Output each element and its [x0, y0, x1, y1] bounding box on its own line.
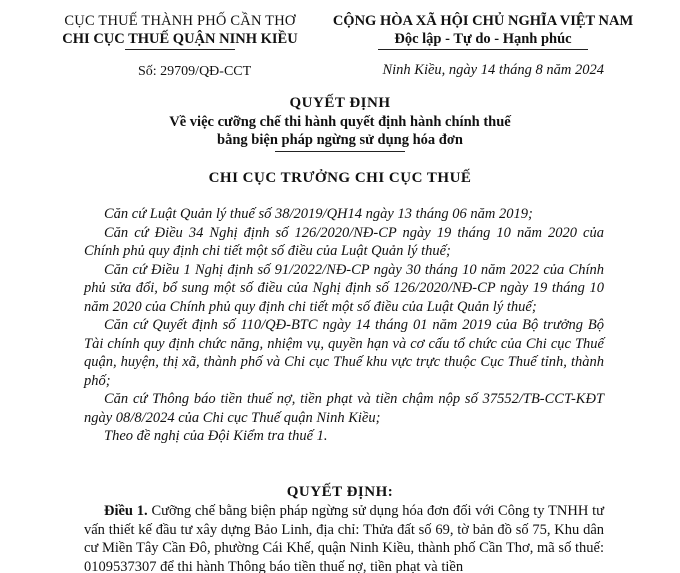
title-block — [0, 94, 680, 152]
national-title: CỘNG HÒA XÃ HỘI CHỦ NGHĨA VIỆT NAM — [332, 13, 634, 29]
article-1 — [84, 502, 604, 573]
document-number: Số: 29709/QĐ-CCT — [138, 64, 252, 79]
parent-agency: CỤC THUẾ THÀNH PHỐ CẦN THƠ — [64, 13, 296, 29]
legal-basis: Căn cứ Điều 34 Nghị định số 126/2020/NĐ-CP ngày 19 tháng 10 năm 2020 của Chính phủ quy định chi tiết một số điều của Luật Quản lý thuế; — [84, 224, 604, 259]
subject-line-2: bằng biện pháp ngừng sử dụng hóa đơn — [217, 132, 463, 148]
decision-heading: QUYẾT ĐỊNH: — [286, 484, 394, 500]
legal-bases — [84, 205, 604, 446]
legal-basis: Căn cứ Thông báo tiền thuế nợ, tiền phạt và tiền chậm nộp số 37552/TB-CCT-KĐT ngày 08/8/2024 của Chi cục Thuế quận Ninh Kiều; — [84, 391, 604, 426]
article-1-paragraph — [84, 502, 604, 573]
legal-basis: Căn cứ Điều 1 Nghị định số 91/2022/NĐ-CP ngày 30 tháng 10 năm 2022 của Chính phủ sửa đổi, bổ sung một số điều của Nghị định số 126/2020/NĐ-CP ngày 19 tháng 10 năm 2020 của Chính phủ quy định chi tiết một số điều của Luật Quản lý thuế; — [84, 261, 604, 315]
national-header-block — [318, 12, 648, 50]
agency-underline — [125, 49, 235, 50]
motto-underline — [378, 49, 588, 50]
authority-title: CHI CỤC TRƯỞNG CHI CỤC THUẾ — [208, 170, 472, 186]
article-1-text: Cưỡng chế bằng biện pháp ngừng sử dụng hóa đơn đối với Công ty TNHH tư vấn thiết kế đầu tư xây dựng Bảo Linh, địa chỉ: Thửa đất số 69, tờ bản đồ số 75, Khu dân cư Miền Tây Cần Đô, phường Cái Khế, quận Ninh Kiều, thành phố Cần Thơ, mã số thuế: 0109537307 để thi hành Thông báo tiền thuế nợ, tiền phạt và tiền — [84, 503, 604, 573]
subject-line-1: Về việc cưỡng chế thi hành quyết định hành chính thuế — [169, 114, 511, 130]
issuing-agency-block — [60, 12, 300, 50]
legal-basis: Căn cứ Quyết định số 110/QĐ-BTC ngày 14 tháng 01 năm 2019 của Bộ trưởng Bộ Tài chính quy định chức năng, nhiệm vụ, quyền hạn và cơ cấu tổ chức của Chi cục Thuế quận, huyện, thị xã, thành phố và Chi cục Thuế khu vực trực thuộc Cục Thuế tỉnh, thành phố; — [84, 317, 604, 389]
legal-basis: Theo đề nghị của Đội Kiểm tra thuế 1. — [104, 428, 328, 444]
article-1-label: Điều 1. — [104, 503, 148, 519]
subject-underline — [275, 151, 405, 152]
place-date: Ninh Kiều, ngày 14 tháng 8 năm 2024 — [382, 62, 604, 78]
issuing-agency: CHI CỤC THUẾ QUẬN NINH KIỀU — [62, 31, 298, 47]
document-type: QUYẾT ĐỊNH — [289, 95, 391, 111]
national-motto: Độc lập - Tự do - Hạnh phúc — [394, 31, 572, 47]
legal-basis: Căn cứ Luật Quản lý thuế số 38/2019/QH14 ngày 13 tháng 06 năm 2019; — [104, 206, 533, 222]
